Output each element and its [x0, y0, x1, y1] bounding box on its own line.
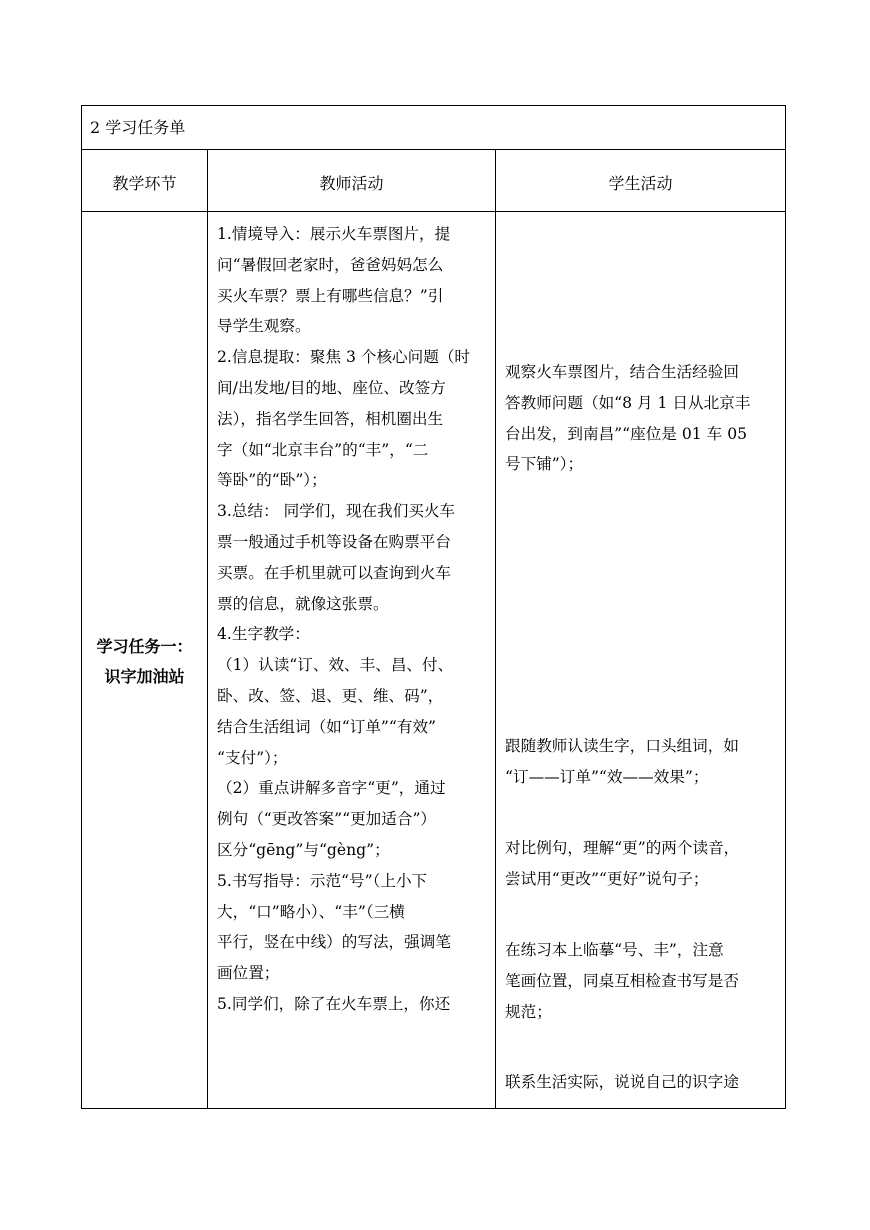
text-line: 1.情境导入：展示火车票图片，提 [217, 225, 451, 243]
text-line: 问“暑假回老家时，爸爸妈妈怎么 [217, 255, 444, 274]
text-line: 5.同学们，除了在火车票上，你还 [217, 994, 451, 1013]
text-line: 大，“口”略小）、“丰”（三横 [217, 902, 405, 921]
text-line: 答教师问题（如“8 月 1 日从北京丰 [505, 393, 751, 412]
text-line: “支付”）； [217, 748, 288, 767]
text-line: 联系生活实际，说说自己的识字途 [505, 1073, 739, 1091]
text-line: 3.总结： 同学们，现在我们买火车 [217, 502, 456, 521]
table-column-divider-2 [495, 149, 496, 1109]
table-border-left [81, 105, 82, 1109]
task-label-line1: 学习任务一： [96, 637, 193, 656]
student-block-observe [505, 357, 750, 480]
text-line: 字（如“北京丰台”的“丰”，“二 [217, 440, 429, 459]
text-line: 画位置； [217, 964, 280, 983]
text-line: 4.生字教学： [217, 625, 310, 644]
text-line: 票一般通过手机等设备在购票平台 [217, 532, 451, 551]
text-line: 号下铺”）； [505, 455, 584, 474]
text-line: 票的信息，就像这张票。 [217, 594, 389, 613]
table-column-divider-1 [207, 149, 208, 1109]
task-label-line2: 识字加油站 [104, 667, 185, 686]
text-line: 规范； [505, 1002, 552, 1021]
text-line: 法），指名学生回答，相机圈出生 [217, 409, 444, 428]
text-line: 在练习本上临摹“号、丰”，注意 [505, 941, 724, 959]
section-title: 2 学习任务单 [90, 118, 186, 137]
header-teacher-activity: 教师活动 [319, 174, 384, 193]
text-line: 笔画位置，同桌互相检查书写是否 [505, 971, 739, 990]
text-line: 跟随教师认读生字，口头组词，如 [505, 737, 739, 755]
table-rule-header [81, 211, 786, 212]
text-line: 买票。在手机里就可以查询到火车 [217, 563, 451, 582]
student-block-read [505, 731, 739, 793]
student-block-compare [505, 833, 739, 895]
teacher-activity-text [217, 219, 470, 1020]
text-line: 间/出发地/目的地、座位、改签方 [217, 378, 446, 397]
table-border-top [81, 105, 786, 106]
text-line: 卧、改、签、退、更、维、码”， [217, 686, 444, 705]
header-student-activity: 学生活动 [608, 174, 673, 193]
student-block-connect [505, 1067, 739, 1098]
table-border-bottom [81, 1108, 786, 1109]
text-line: 结合生活组词（如“订单”“有效” [217, 717, 437, 736]
text-line: 台出发，到南昌”“座位是 01 车 05 [505, 424, 748, 443]
text-line: 例句（“更改答案”“更加适合”） [217, 810, 437, 829]
table-rule-title [81, 149, 786, 150]
text-line: 导学生观察。 [217, 317, 311, 336]
text-line: “订——订单”“效——效果”； [505, 767, 709, 786]
text-line: （1）认读“订、效、丰、昌、付、 [217, 656, 454, 675]
text-line: 5.书写指导：示范“号”（上小下 [217, 871, 428, 890]
text-line: 2.信息提取：聚焦 3 个核心问题（时 [217, 348, 471, 367]
text-line: 尝试用“更改”“更好”说句子； [505, 869, 709, 888]
student-block-copy [505, 935, 739, 1027]
text-line: 买火车票？票上有哪些信息？”引 [217, 286, 444, 305]
header-stage: 教学环节 [112, 174, 177, 193]
text-line: 观察火车票图片，结合生活经验回 [505, 363, 739, 381]
text-line: 区分“gēng”与“gèng”； [217, 840, 390, 859]
text-line: （2）重点讲解多音字“更”，通过 [217, 779, 446, 798]
text-line: 等卧”的“卧”）； [217, 471, 327, 490]
text-line: 平行，竖在中线）的写法，强调笔 [217, 933, 451, 952]
text-line: 对比例句，理解“更”的两个读音， [505, 839, 740, 857]
table-border-right [785, 105, 786, 1109]
